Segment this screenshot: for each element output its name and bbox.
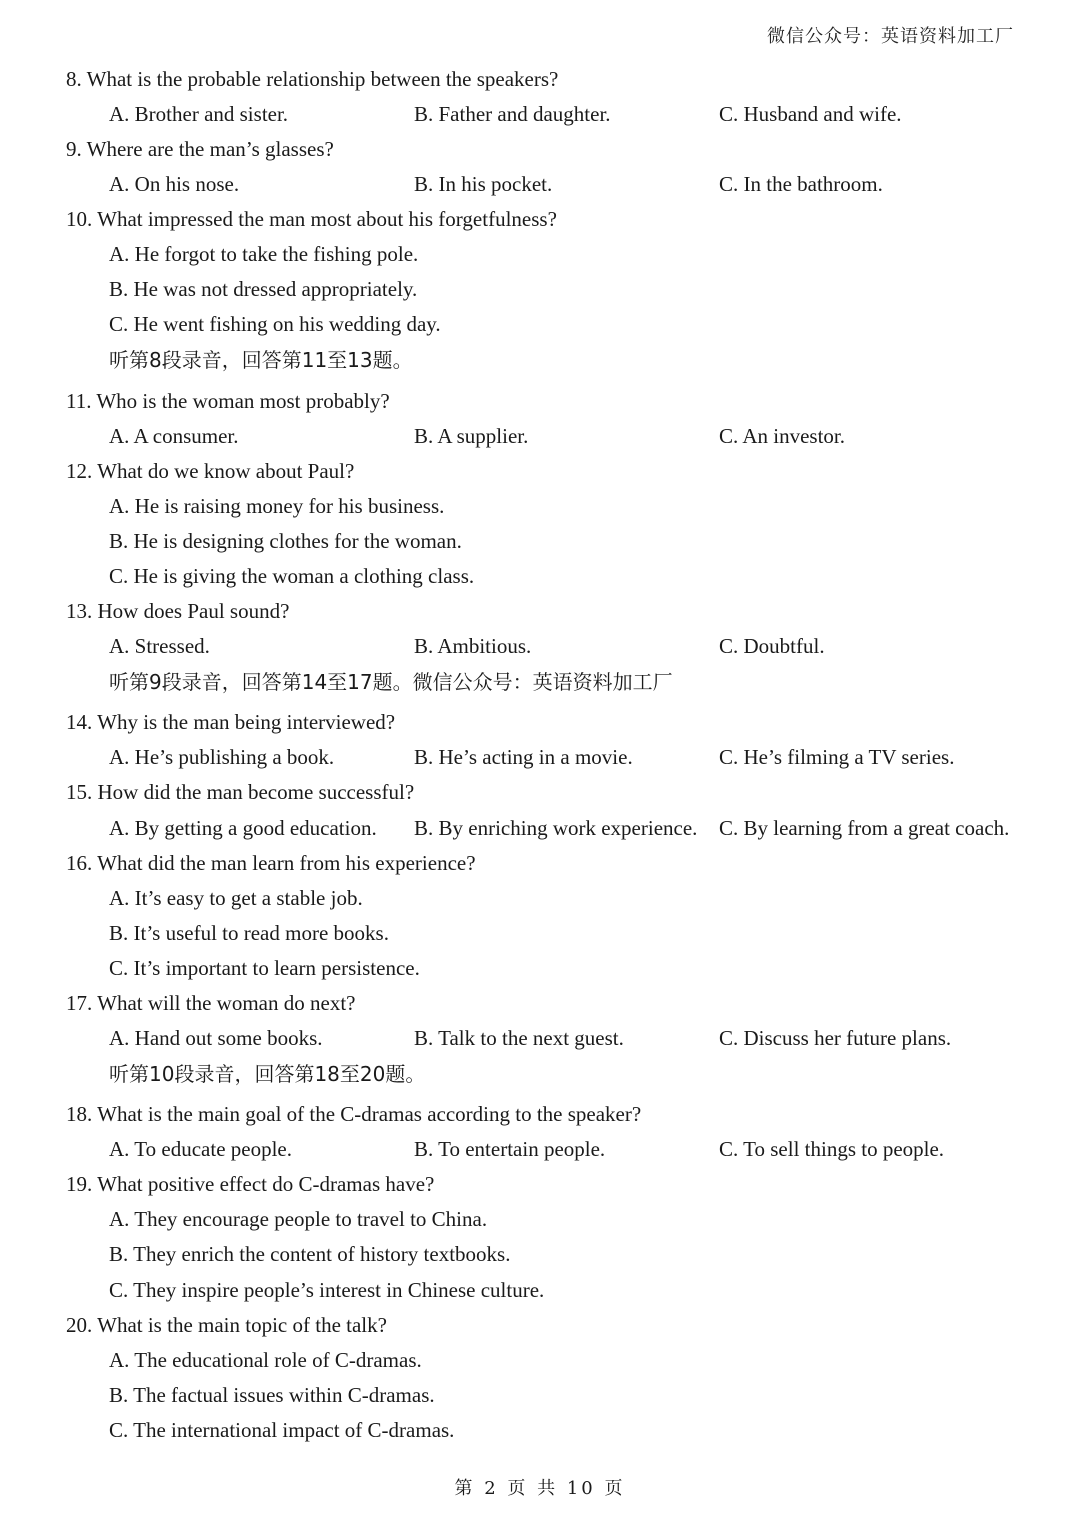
question-12-option-b: B. He is designing clothes for the woman. — [109, 529, 462, 553]
question-17-stem: 17. What will the woman do next? — [66, 991, 356, 1015]
question-11-option-c: C. An investor. — [719, 424, 846, 448]
question-18-option-b: B. To entertain people. — [414, 1137, 606, 1161]
question-14-option-c: C. He’s filming a TV series. — [719, 745, 955, 769]
question-13-option-a: A. Stressed. — [109, 634, 210, 658]
question-15-option-b: B. By enriching work experience. — [414, 816, 698, 840]
question-17-option-a: A. Hand out some books. — [109, 1026, 323, 1050]
question-17-option-b: B. Talk to the next guest. — [414, 1026, 624, 1050]
question-15-option-a: A. By getting a good education. — [109, 816, 377, 840]
question-10-option-c: C. He went fishing on his wedding day. — [109, 312, 441, 336]
question-19-option-a: A. They encourage people to travel to China. — [109, 1207, 488, 1231]
question-11-stem: 11. Who is the woman most probably? — [66, 389, 390, 413]
question-13-option-b: B. Ambitious. — [414, 634, 532, 658]
question-19-stem: 19. What positive effect do C-dramas have? — [66, 1172, 435, 1196]
question-14-option-b: B. He’s acting in a movie. — [414, 745, 633, 769]
question-18-option-c: C. To sell things to people. — [719, 1137, 945, 1161]
question-10-stem: 10. What impressed the man most about his forgetfulness? — [66, 207, 557, 231]
question-16-option-b: B. It’s useful to read more books. — [109, 921, 389, 945]
question-8-option-a: A. Brother and sister. — [109, 102, 289, 126]
question-20-stem: 20. What is the main topic of the talk? — [66, 1313, 387, 1337]
question-15-stem: 15. How did the man become successful? — [66, 780, 415, 804]
question-16-option-a: A. It’s easy to get a stable job. — [109, 886, 363, 910]
question-16-option-c: C. It’s important to learn persistence. — [109, 956, 420, 980]
question-9-option-b: B. In his pocket. — [414, 172, 553, 196]
question-16-stem: 16. What did the man learn from his experience? — [66, 851, 476, 875]
section-10-instruction: 听第10段录音，回答第18至20题。 — [109, 1062, 426, 1086]
question-13-stem: 13. How does Paul sound? — [66, 599, 290, 623]
question-19-option-c: C. They inspire people’s interest in Chinese culture. — [109, 1278, 545, 1302]
question-20-option-c: C. The international impact of C-dramas. — [109, 1418, 455, 1442]
question-8-option-c: C. Husband and wife. — [719, 102, 902, 126]
question-18-stem: 18. What is the main goal of the C-dramas according to the speaker? — [66, 1102, 642, 1126]
question-13-option-c: C. Doubtful. — [719, 634, 825, 658]
question-9-option-a: A. On his nose. — [109, 172, 240, 196]
section-8-instruction: 听第8段录音，回答第11至13题。 — [109, 348, 413, 372]
page-number: 第 2 页 共 10 页 — [454, 1478, 626, 1499]
section-9-instruction: 听第9段录音，回答第14至17题。微信公众号：英语资料加工厂 — [109, 670, 673, 694]
question-9-option-c: C. In the bathroom. — [719, 172, 883, 196]
question-14-stem: 14. Why is the man being interviewed? — [66, 710, 396, 734]
question-19-option-b: B. They enrich the content of history textbooks. — [109, 1242, 511, 1266]
question-15-option-c: C. By learning from a great coach. — [719, 816, 1010, 840]
question-20-option-b: B. The factual issues within C-dramas. — [109, 1383, 435, 1407]
question-14-option-a: A. He’s publishing a book. — [109, 745, 335, 769]
question-8-option-b: B. Father and daughter. — [414, 102, 611, 126]
question-17-option-c: C. Discuss her future plans. — [719, 1026, 952, 1050]
question-10-option-b: B. He was not dressed appropriately. — [109, 277, 418, 301]
question-20-option-a: A. The educational role of C-dramas. — [109, 1348, 422, 1372]
question-18-option-a: A. To educate people. — [109, 1137, 292, 1161]
question-11-option-a: A. A consumer. — [109, 424, 239, 448]
question-11-option-b: B. A supplier. — [414, 424, 529, 448]
question-9-stem: 9. Where are the man’s glasses? — [66, 137, 334, 161]
question-12-option-c: C. He is giving the woman a clothing class. — [109, 564, 475, 588]
question-8-stem: 8. What is the probable relationship between the speakers? — [66, 67, 559, 91]
question-12-option-a: A. He is raising money for his business. — [109, 494, 445, 518]
question-12-stem: 12. What do we know about Paul? — [66, 459, 355, 483]
question-10-option-a: A. He forgot to take the fishing pole. — [109, 242, 419, 266]
header-watermark: 微信公众号：英语资料加工厂 — [767, 26, 1014, 47]
